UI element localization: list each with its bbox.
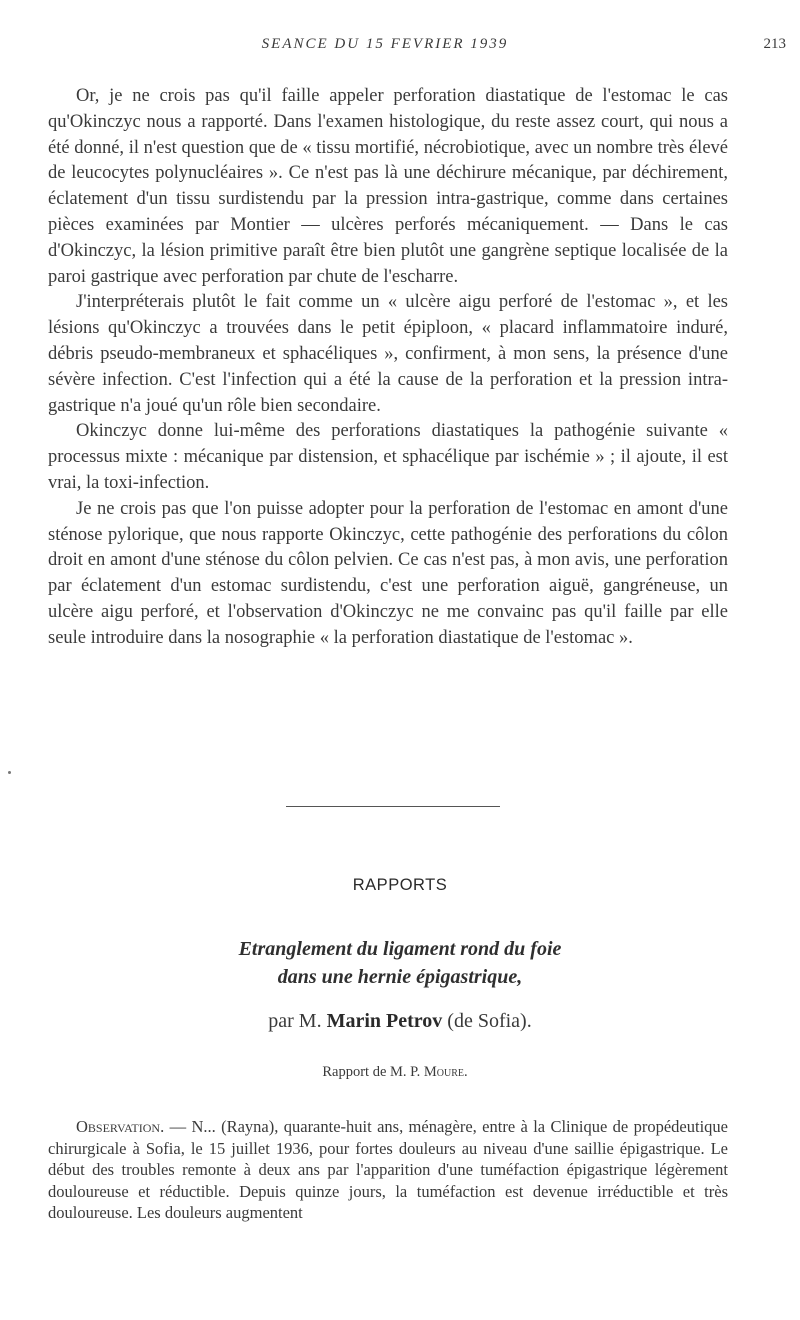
running-head: SEANCE DU 15 FEVRIER 1939 — [261, 36, 509, 52]
article-title-line-1: Etranglement du ligament rond du foie — [238, 938, 562, 960]
reporter-name: Moure — [423, 1064, 464, 1080]
article-title — [60, 935, 740, 991]
body-paragraph-1: Or, je ne crois pas qu'il faille appeler perforation diastatique de l'estomac le cas qu'Okinczyc nous a rapporté. Dans l'examen histologique, du reste assez court, qui nous a été donné, il n'est question que de « tissu mortifié, nécrobiotique, avec un nombre très élevé de leucocytes polynucléaires ». Ce n'est pas là une déchirure mécanique, par déchirement, éclatement d'un tissu surdistendu par la pression intra-gastrique, comme dans certaines pièces examinées par Montier — ulcères perforés mécaniquement. — Dans le cas d'Okinczyc, la lésion primitive paraît être bien plutôt une gangrène septique localisée de la paroi gastrique avec perforation par chute de l'escharre. — [48, 86, 728, 287]
observation-text: — N... (Rayna), quarante-huit ans, ménagère, entre à la Clinique de propédeutique chirurgicale à Sofia, le 15 juillet 1936, pour fortes douleurs au niveau d'une saillie épigastrique. Le début des troubles remonte à deux ans par l'apparition d'une tuméfaction épigastrique légèrement douloureuse et réductible. Depuis quinze jours, la tuméfaction est devenue irréductible et très douloureuse. Les douleurs augmentent — [48, 1117, 728, 1222]
byline — [0, 1010, 800, 1033]
observation-lead: Observation. — [76, 1117, 165, 1136]
section-heading: RAPPORTS — [352, 876, 448, 894]
report-prefix: Rapport de M. P. — [322, 1064, 424, 1080]
body-paragraph-3: Okinczyc donne lui-même des perforations diastatiques la pathogénie suivante « processus mixte : mécanique par distension, et sphacélique par ischémie » ; il ajoute, il est vrai, la toxi-infection. — [48, 421, 728, 493]
observation-paragraph — [48, 1116, 728, 1224]
byline-prefix: par M. — [268, 1010, 327, 1032]
observation — [48, 1116, 728, 1224]
body-text — [48, 84, 728, 652]
report-suffix: . — [464, 1064, 468, 1080]
print-speck — [8, 771, 11, 774]
page-number: 213 — [763, 36, 786, 52]
author-name: Marin Petrov — [326, 1010, 443, 1032]
report-credit — [0, 1064, 790, 1081]
body-paragraph-2: J'interpréterais plutôt le fait comme un « ulcère aigu perforé de l'estomac », et les lésions qu'Okinczyc a trouvées dans le petit épiploon, « placard inflammatoire induré, débris pseudo-membraneux et sphacéliques », confirment, à mon sens, la présence d'une sévère infection. C'est l'infection qui a été la cause de la perforation et la pression intra-gastrique n'a joué qu'un rôle bien secondaire. — [48, 292, 728, 416]
page-header — [0, 34, 800, 58]
section-divider — [286, 806, 500, 807]
article-title-line-2: dans une hernie épigastrique, — [277, 966, 523, 988]
body-paragraph-4: Je ne crois pas que l'on puisse adopter pour la perforation de l'estomac en amont d'une sténose pylorique, que nous rapporte Okinczyc, cette pathogénie des perforations du côlon droit en amont d'une sténose du côlon pelvien. Ce cas n'est pas, à mon avis, une perforation par éclatement d'un estomac surdistendu, c'est une perforation aiguë, gangréneuse, un ulcère aigu perforé, et l'observation d'Okinczyc ne me convainc pas qu'il faille par elle seule introduire dans la nosographie « la perforation diastatique de l'estomac ». — [48, 498, 728, 648]
byline-suffix: (de Sofia). — [442, 1010, 532, 1032]
